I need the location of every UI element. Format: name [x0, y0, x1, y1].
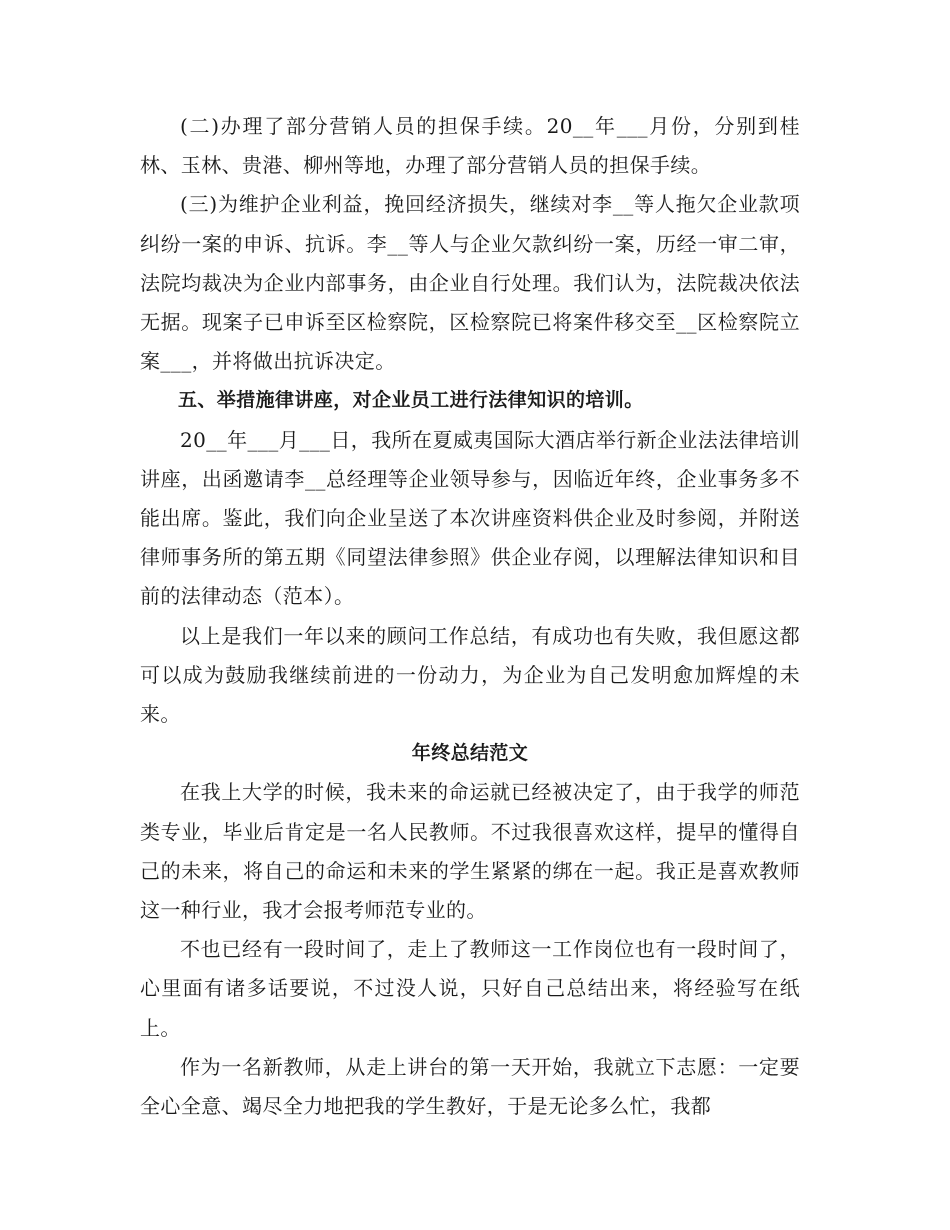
paragraph-training-lecture: 20__年___月___日，我所在夏威夷国际大酒店举行新企业法法律培训讲座，出函邀请李__总经理等企业领导参与，因临近年终，企业事务多不能出席。鉴此，我们向企业呈送了本次讲座资料供企业及时参阅，并附送律师事务所的第五期《同望法律参照》供企业存阅，以理解法律知识和目前的法律动态（范本）。	[140, 427, 800, 609]
paragraph-new-teacher: 作为一名新教师，从走上讲台的第一天开始，我就立下志愿：一定要全心全意、竭尽全力地把我的学生教好，于是无论多么忙，我都	[140, 1054, 800, 1119]
section-heading-legal-training: 五、举措施律讲座，对企业员工进行法律知识的培训。	[178, 389, 644, 412]
document-body	[140, 107, 800, 1126]
document-title: 年终总结范文	[411, 742, 529, 765]
paragraph-appeal-case: (三)为维护企业利益，挽回经济损失，继续对李__等人拖欠企业款项纠纷一案的申诉、抗诉。李__等人与企业欠款纠纷一案，历经一审二审，法院均裁决为企业内部事务，由企业自行处理。我们认为，法院裁决依法无据。现案子已申诉至区检察院，区检察院已将案件移交至__区检察院立案___，并将做出抗诉决定。	[140, 192, 800, 374]
paragraph-closing-summary: 以上是我们一年以来的顾问工作总结，有成功也有失败，我但愿这都可以成为鼓励我继续前进的一份动力，为企业为自己发明愈加辉煌的未来。	[140, 623, 800, 727]
paragraph-guarantee-procedures: (二)办理了部分营销人员的担保手续。20__年___月份，分别到桂林、玉林、贵港、柳州等地，办理了部分营销人员的担保手续。	[140, 114, 800, 178]
paragraph-reflection: 不也已经有一段时间了，走上了教师这一工作岗位也有一段时间了，心里面有诸多话要说，不过没人说，只好自己总结出来，将经验写在纸上。	[140, 937, 800, 1040]
paragraph-university-choice: 在我上大学的时候，我未来的命运就已经被决定了，由于我学的师范类专业，毕业后肯定是一名人民教师。不过我很喜欢这样，提早的懂得自己的未来，将自己的命运和未来的学生紧紧的绑在一起。我正是喜欢教师这一种行业，我才会报考师范专业的。	[140, 780, 800, 923]
